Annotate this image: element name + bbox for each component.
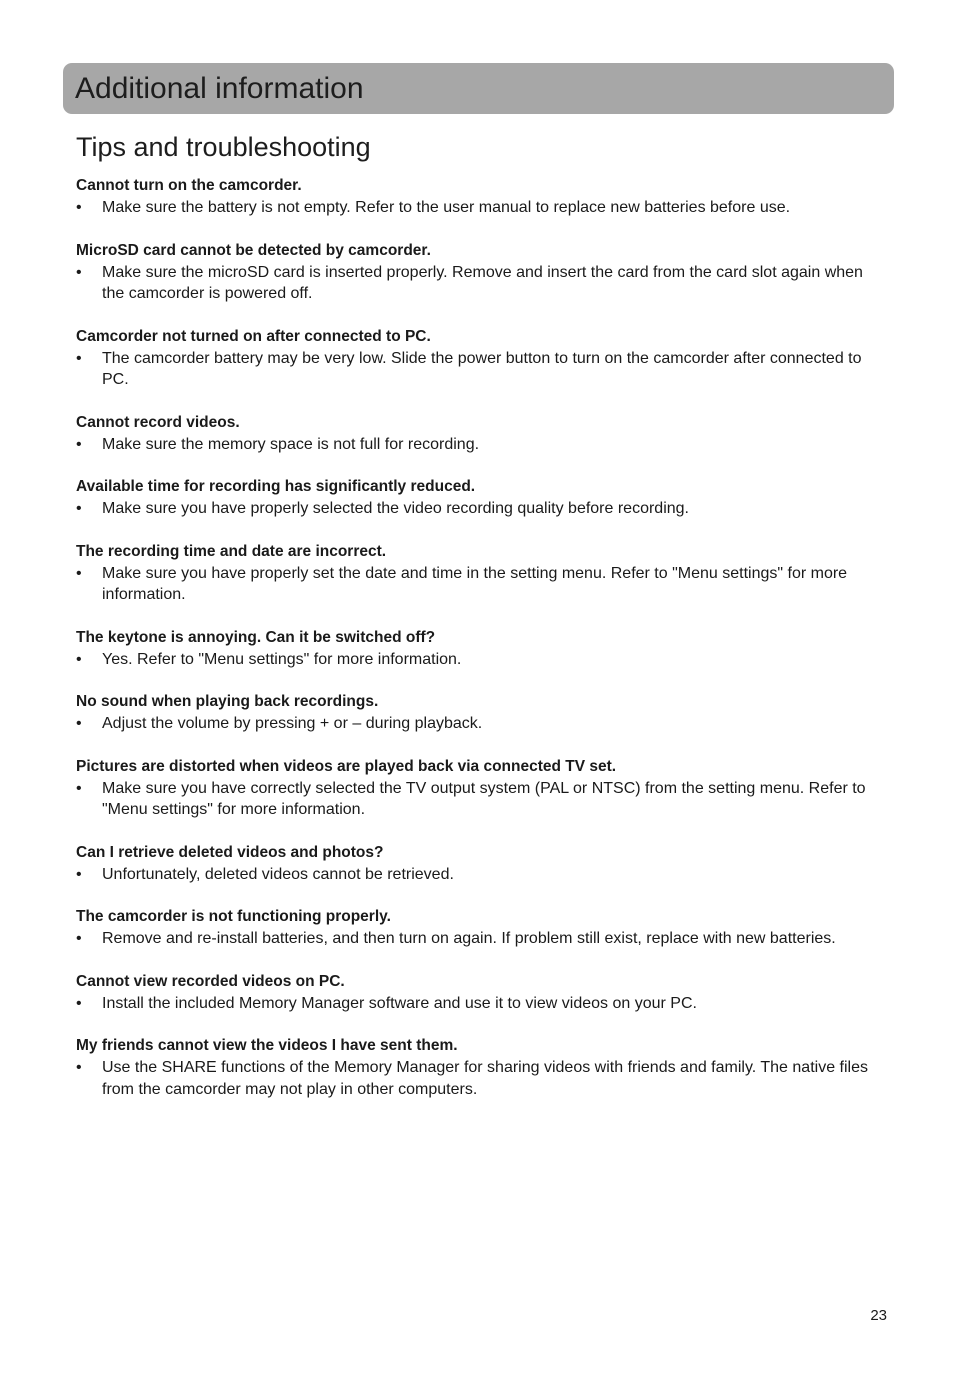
answer-bullet: [76, 713, 886, 735]
answer-text: Make sure the microSD card is inserted properly. Remove and insert the card from the card slot again when the camcorder is powered off.: [102, 263, 863, 302]
question-heading: My friends cannot view the videos I have sent them.: [76, 1037, 458, 1054]
question-heading: The keytone is annoying. Can it be switched off?: [76, 628, 436, 646]
answer-bullet: [76, 864, 886, 886]
list-item: [76, 756, 886, 821]
answer-text: The camcorder battery may be very low. Slide the power button to turn on the camcorder after connected to PC.: [102, 349, 862, 388]
question-heading: The recording time and date are incorrect.: [76, 542, 387, 560]
answer-text: Make sure you have properly selected the video recording quality before recording.: [102, 500, 689, 517]
bullet-icon: •: [76, 865, 82, 883]
answer-bullet: [76, 563, 886, 606]
answer-text: Adjust the volume by pressing + or – during playback.: [102, 715, 483, 732]
list-item: [76, 541, 886, 606]
list-item: [76, 240, 886, 305]
bullet-icon: •: [76, 994, 82, 1012]
answer-bullet: [76, 498, 886, 520]
section-title: Tips and troubleshooting: [76, 132, 371, 162]
answer-text: Yes. Refer to "Menu settings" for more information.: [102, 650, 462, 668]
question-heading: No sound when playing back recordings.: [76, 693, 379, 710]
question-heading: Cannot turn on the camcorder.: [76, 177, 302, 194]
bullet-icon: •: [76, 263, 82, 281]
bullet-icon: •: [76, 930, 82, 947]
question-heading: Can I retrieve deleted videos and photos?: [76, 843, 384, 861]
question-heading: The camcorder is not functioning properly.: [76, 908, 391, 925]
page-number: 23: [870, 1307, 887, 1324]
header-bar: [63, 63, 894, 114]
list-item: [76, 1035, 886, 1100]
bullet-icon: •: [76, 715, 82, 732]
list-item: [76, 971, 886, 1015]
bullet-icon: •: [76, 779, 82, 797]
answer-text: Make sure you have correctly selected the TV output system (PAL or NTSC) from the setting menu. Refer to "Menu settings" for more information.: [102, 779, 866, 818]
question-heading: Camcorder not turned on after connected to PC.: [76, 327, 431, 345]
question-heading: MicroSD card cannot be detected by camcorder.: [76, 241, 431, 259]
bullet-icon: •: [76, 650, 82, 668]
bullet-icon: •: [76, 199, 82, 216]
answer-bullet: [76, 197, 886, 219]
answer-text: Install the included Memory Manager software and use it to view videos on your PC.: [102, 994, 697, 1012]
answer-bullet: [76, 434, 886, 456]
answer-bullet: [76, 348, 886, 391]
question-heading: Cannot record videos.: [76, 413, 240, 431]
list-item: [76, 175, 886, 219]
list-item: [76, 476, 886, 520]
list-item: [76, 326, 886, 391]
bullet-icon: •: [76, 500, 82, 517]
page-title: Additional information: [75, 72, 364, 105]
bullet-icon: •: [76, 435, 82, 453]
answer-bullet: [76, 928, 886, 950]
list-item: [76, 906, 886, 950]
bullet-icon: •: [76, 349, 82, 367]
answer-bullet: [76, 1057, 886, 1100]
answer-bullet: [76, 262, 886, 305]
answer-bullet: [76, 649, 886, 671]
answer-text: Unfortunately, deleted videos cannot be retrieved.: [102, 865, 454, 883]
answer-text: Use the SHARE functions of the Memory Manager for sharing videos with friends and family. The native files from the camcorder may not play in other computers.: [102, 1059, 868, 1098]
bullet-icon: •: [76, 1059, 82, 1076]
bullet-icon: •: [76, 564, 82, 582]
answer-text: Make sure the memory space is not full for recording.: [102, 435, 480, 453]
list-item: [76, 627, 886, 671]
question-heading: Cannot view recorded videos on PC.: [76, 972, 345, 990]
question-heading: Available time for recording has significantly reduced.: [76, 478, 476, 495]
list-item: [76, 412, 886, 456]
answer-text: Make sure you have properly set the date and time in the setting menu. Refer to "Menu settings" for more information.: [102, 564, 848, 603]
troubleshooting-list: [76, 175, 886, 1121]
list-item: [76, 842, 886, 886]
answer-text: Make sure the battery is not empty. Refer to the user manual to replace new batteries before use.: [102, 199, 791, 216]
question-heading: Pictures are distorted when videos are played back via connected TV set.: [76, 757, 617, 775]
answer-bullet: [76, 778, 886, 821]
list-item: [76, 691, 886, 735]
answer-bullet: [76, 993, 886, 1015]
answer-text: Remove and re-install batteries, and then turn on again. If problem still exist, replace with new batteries.: [102, 930, 836, 947]
